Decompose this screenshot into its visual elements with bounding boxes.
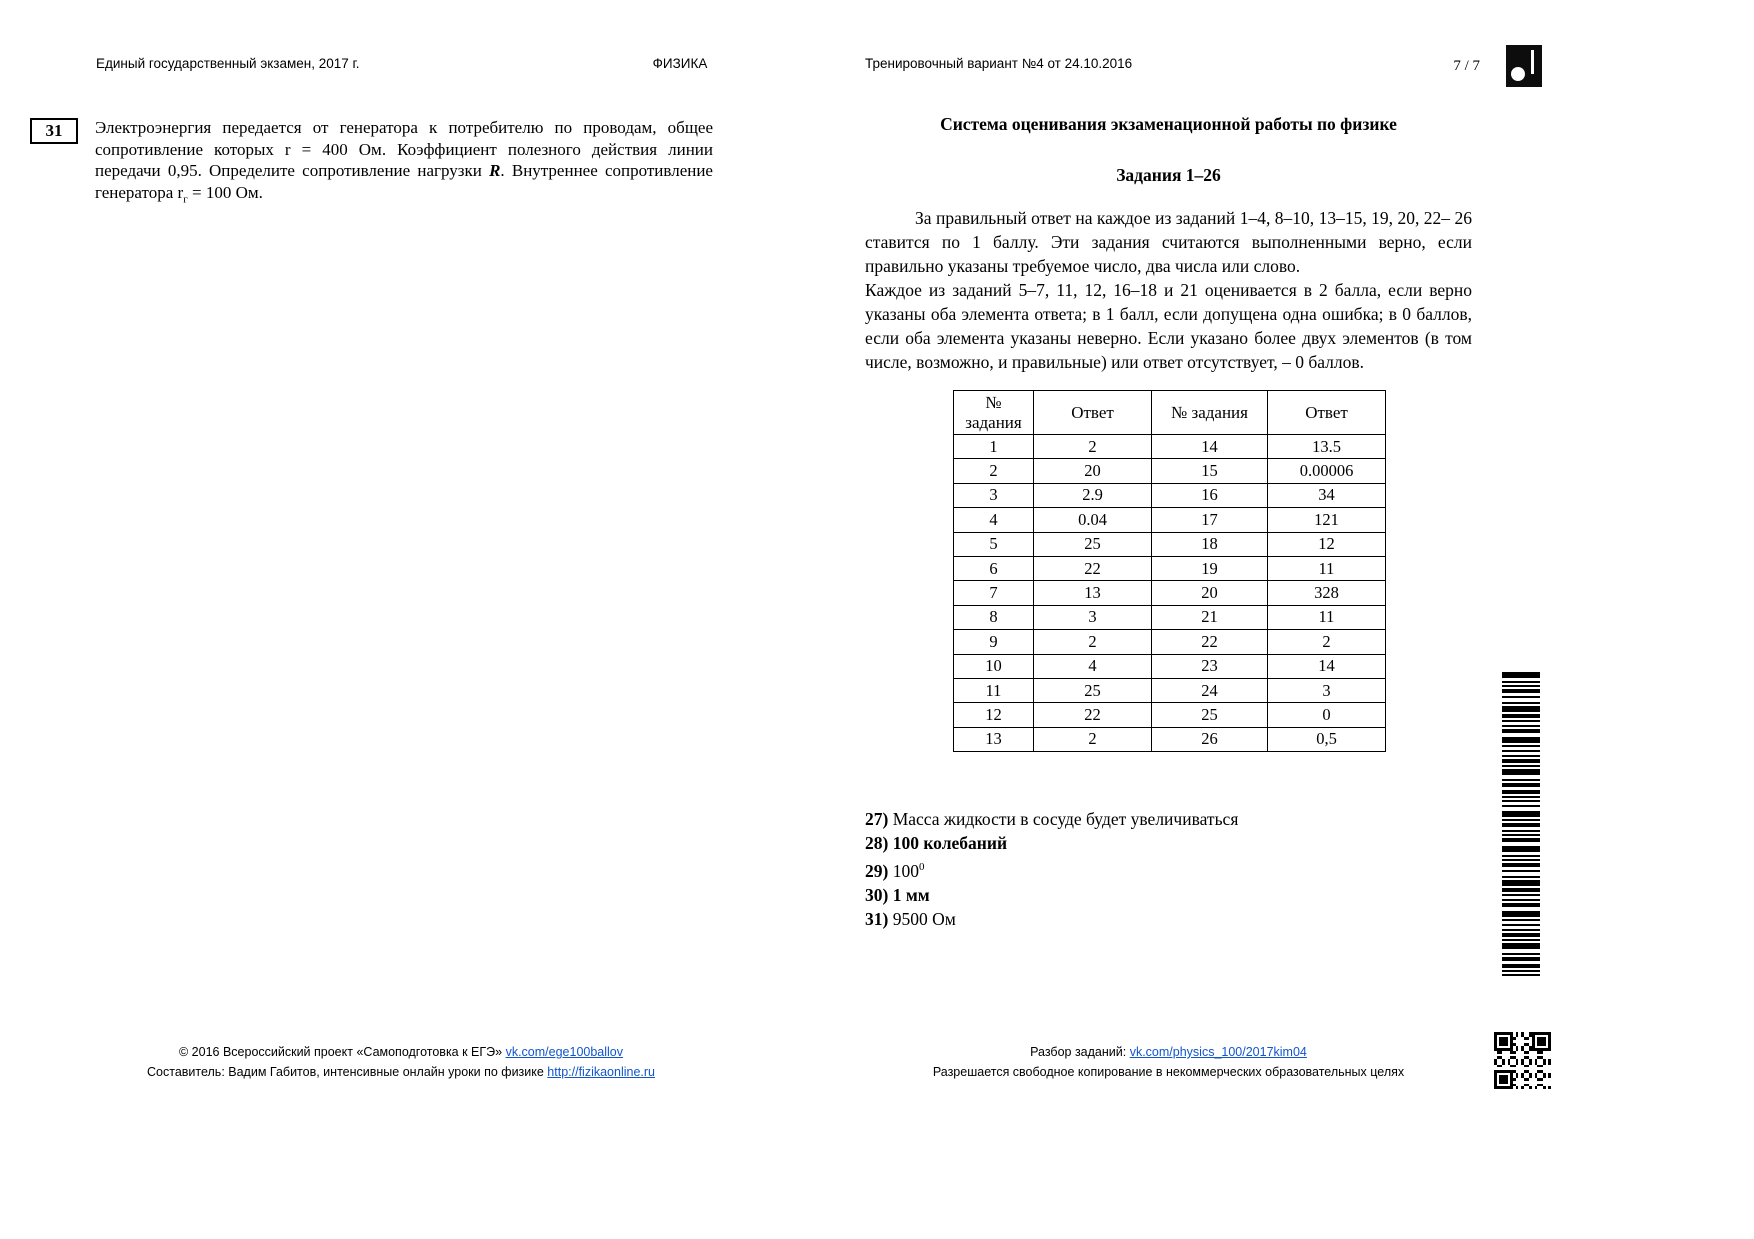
problem-text bbox=[95, 117, 713, 210]
resistance-symbol: R bbox=[489, 161, 501, 180]
table-cell: 3 bbox=[1034, 605, 1152, 629]
logo-circle bbox=[1511, 67, 1525, 81]
table-cell: 20 bbox=[1152, 581, 1268, 605]
answer-29-text: 100 bbox=[892, 860, 919, 881]
table-cell: 6 bbox=[954, 556, 1034, 580]
table-cell: 12 bbox=[954, 703, 1034, 727]
scoring-subtitle: Задания 1–26 bbox=[1116, 165, 1221, 185]
scoring-paragraph-1: За правильный ответ на каждое из заданий 1–4, 8–10, 13–15, 19, 20, 22– 26 ставится по 1 баллу. Эти задания считаются выполненными верно, если правильно указаны требуемое число, два числа или слово. bbox=[865, 208, 1472, 276]
table-cell: 0,5 bbox=[1268, 727, 1386, 751]
vk-ege100ballov-link[interactable]: vk.com/ege100ballov bbox=[505, 1045, 624, 1059]
qr-module bbox=[1548, 1086, 1551, 1089]
table-cell: 15 bbox=[1152, 459, 1268, 483]
column-header: Ответ bbox=[1268, 391, 1386, 435]
table-cell: 11 bbox=[954, 678, 1034, 702]
table-cell: 0 bbox=[1268, 703, 1386, 727]
table-cell: 22 bbox=[1152, 630, 1268, 654]
page-number: 7 / 7 bbox=[1453, 58, 1480, 74]
table-cell: 23 bbox=[1152, 654, 1268, 678]
table-row bbox=[954, 556, 1386, 580]
answer-31-number: 31) bbox=[865, 908, 889, 929]
footer-review-text: Разбор заданий: bbox=[1030, 1045, 1130, 1059]
header-subject: ФИЗИКА bbox=[652, 56, 708, 71]
table-cell: 3 bbox=[954, 483, 1034, 507]
table-row bbox=[954, 678, 1386, 702]
table-cell: 0.00006 bbox=[1268, 459, 1386, 483]
vk-physics-link[interactable]: vk.com/physics_100/2017kim04 bbox=[1129, 1045, 1307, 1059]
table-cell: 9 bbox=[954, 630, 1034, 654]
answer-27-number: 27) bbox=[865, 809, 889, 830]
problem-text-part2: . Внутреннее сопротивление генератора r bbox=[95, 161, 713, 202]
table-header-row bbox=[954, 391, 1386, 435]
table-row bbox=[954, 727, 1386, 751]
qr-code-icon bbox=[1494, 1032, 1551, 1089]
table-row bbox=[954, 630, 1386, 654]
footer-copyright-text: © 2016 Всероссийский проект «Самоподготовка к ЕГЭ» bbox=[178, 1045, 506, 1059]
header-exam-title: Единый государственный экзамен, 2017 г. bbox=[96, 56, 360, 71]
table-cell: 121 bbox=[1268, 508, 1386, 532]
footer-copyright-line bbox=[95, 1043, 707, 1063]
generator-subscript: г bbox=[183, 192, 188, 205]
table-cell: 12 bbox=[1268, 532, 1386, 556]
answer-28-number: 28) bbox=[865, 833, 889, 854]
table-cell: 7 bbox=[954, 581, 1034, 605]
answer-31-text: 9500 Ом bbox=[892, 908, 956, 929]
footer-license-line: Разрешается свободное копирование в некоммерческих образовательных целях bbox=[932, 1064, 1405, 1079]
problem-text-part1: Электроэнергия передается от генератора к потребителю по проводам, общее сопротивление которых r = 400 Ом. Коэффициент полезного действия линии передачи 0,95. Определите сопротивление нагрузки bbox=[95, 118, 713, 180]
problem-number-box: 31 bbox=[30, 118, 78, 144]
scoring-paragraph-2: Каждое из заданий 5–7, 11, 12, 16–18 и 21 оценивается в 2 балла, если верно указаны оба элемента ответа; в 1 балл, если допущена одна ошибка; в 0 баллов, если оба элемента указаны неверно. Если указано более двух элементов (в том числе, возможно, и правильные) или ответ отсутствует, – 0 баллов. bbox=[865, 280, 1472, 372]
table-cell: 2 bbox=[1034, 435, 1152, 459]
long-answers bbox=[865, 808, 1472, 931]
scoring-section bbox=[865, 108, 1472, 932]
table-cell: 13 bbox=[954, 727, 1034, 751]
table-row bbox=[954, 581, 1386, 605]
table-row bbox=[954, 459, 1386, 483]
barcode-icon bbox=[1502, 672, 1540, 980]
column-header: № задания bbox=[1152, 391, 1268, 435]
answer-29 bbox=[865, 856, 1472, 883]
answer-28 bbox=[865, 832, 1472, 855]
footer-right bbox=[865, 1043, 1472, 1082]
footer-left bbox=[95, 1043, 707, 1082]
table-cell: 2 bbox=[954, 459, 1034, 483]
table-cell: 8 bbox=[954, 605, 1034, 629]
table-cell: 5 bbox=[954, 532, 1034, 556]
answer-30 bbox=[865, 884, 1472, 907]
answer-28-text: 100 колебаний bbox=[892, 833, 1008, 854]
table-cell: 4 bbox=[1034, 654, 1152, 678]
logo-slit bbox=[1531, 50, 1534, 74]
table-cell: 2 bbox=[1034, 630, 1152, 654]
table-row bbox=[954, 654, 1386, 678]
answer-31 bbox=[865, 908, 1472, 931]
table-cell: 20 bbox=[1034, 459, 1152, 483]
table-cell: 26 bbox=[1152, 727, 1268, 751]
table-cell: 22 bbox=[1034, 556, 1152, 580]
table-cell: 14 bbox=[1268, 654, 1386, 678]
answer-27 bbox=[865, 808, 1472, 831]
table-cell: 2 bbox=[1034, 727, 1152, 751]
table-row bbox=[954, 483, 1386, 507]
answer-27-text: Масса жидкости в сосуде будет увеличиваться bbox=[892, 809, 1239, 830]
table-cell: 34 bbox=[1268, 483, 1386, 507]
table-cell: 17 bbox=[1152, 508, 1268, 532]
ege-logo-icon bbox=[1506, 45, 1542, 87]
table-cell: 24 bbox=[1152, 678, 1268, 702]
table-cell: 25 bbox=[1034, 678, 1152, 702]
answer-30-number: 30) bbox=[865, 884, 889, 905]
answers-table-body bbox=[954, 435, 1386, 752]
table-row bbox=[954, 605, 1386, 629]
answer-30-text: 1 мм bbox=[892, 884, 930, 905]
table-cell: 328 bbox=[1268, 581, 1386, 605]
table-cell: 11 bbox=[1268, 556, 1386, 580]
table-cell: 4 bbox=[954, 508, 1034, 532]
table-cell: 19 bbox=[1152, 556, 1268, 580]
column-header: № задания bbox=[954, 391, 1034, 435]
table-cell: 18 bbox=[1152, 532, 1268, 556]
table-cell: 11 bbox=[1268, 605, 1386, 629]
fizikaonline-link[interactable]: http://fizikaonline.ru bbox=[547, 1064, 655, 1079]
table-cell: 1 bbox=[954, 435, 1034, 459]
footer-author-text: Составитель: Вадим Габитов, интенсивные онлайн уроки по физике bbox=[147, 1064, 548, 1079]
table-row bbox=[954, 435, 1386, 459]
table-cell: 13 bbox=[1034, 581, 1152, 605]
table-cell: 25 bbox=[1152, 703, 1268, 727]
table-cell: 22 bbox=[1034, 703, 1152, 727]
table-cell: 14 bbox=[1152, 435, 1268, 459]
table-cell: 25 bbox=[1034, 532, 1152, 556]
table-cell: 13.5 bbox=[1268, 435, 1386, 459]
table-cell: 2.9 bbox=[1034, 483, 1152, 507]
table-row bbox=[954, 703, 1386, 727]
table-cell: 3 bbox=[1268, 678, 1386, 702]
table-cell: 16 bbox=[1152, 483, 1268, 507]
table-cell: 0.04 bbox=[1034, 508, 1152, 532]
answers-table-header bbox=[954, 391, 1386, 435]
table-row bbox=[954, 508, 1386, 532]
answers-table bbox=[953, 390, 1386, 752]
header-variant: Тренировочный вариант №4 от 24.10.2016 bbox=[865, 56, 1133, 71]
answer-29-number: 29) bbox=[865, 860, 889, 881]
footer-author-line bbox=[95, 1063, 707, 1083]
table-cell: 10 bbox=[954, 654, 1034, 678]
table-cell: 2 bbox=[1268, 630, 1386, 654]
table-row bbox=[954, 532, 1386, 556]
answer-29-superscript: 0 bbox=[918, 861, 925, 874]
table-cell: 21 bbox=[1152, 605, 1268, 629]
column-header: Ответ bbox=[1034, 391, 1152, 435]
footer-review-line bbox=[865, 1043, 1472, 1063]
scoring-title: Система оценивания экзаменационной работы по физике bbox=[940, 114, 1397, 134]
problem-text-part3: = 100 Ом. bbox=[187, 182, 263, 202]
